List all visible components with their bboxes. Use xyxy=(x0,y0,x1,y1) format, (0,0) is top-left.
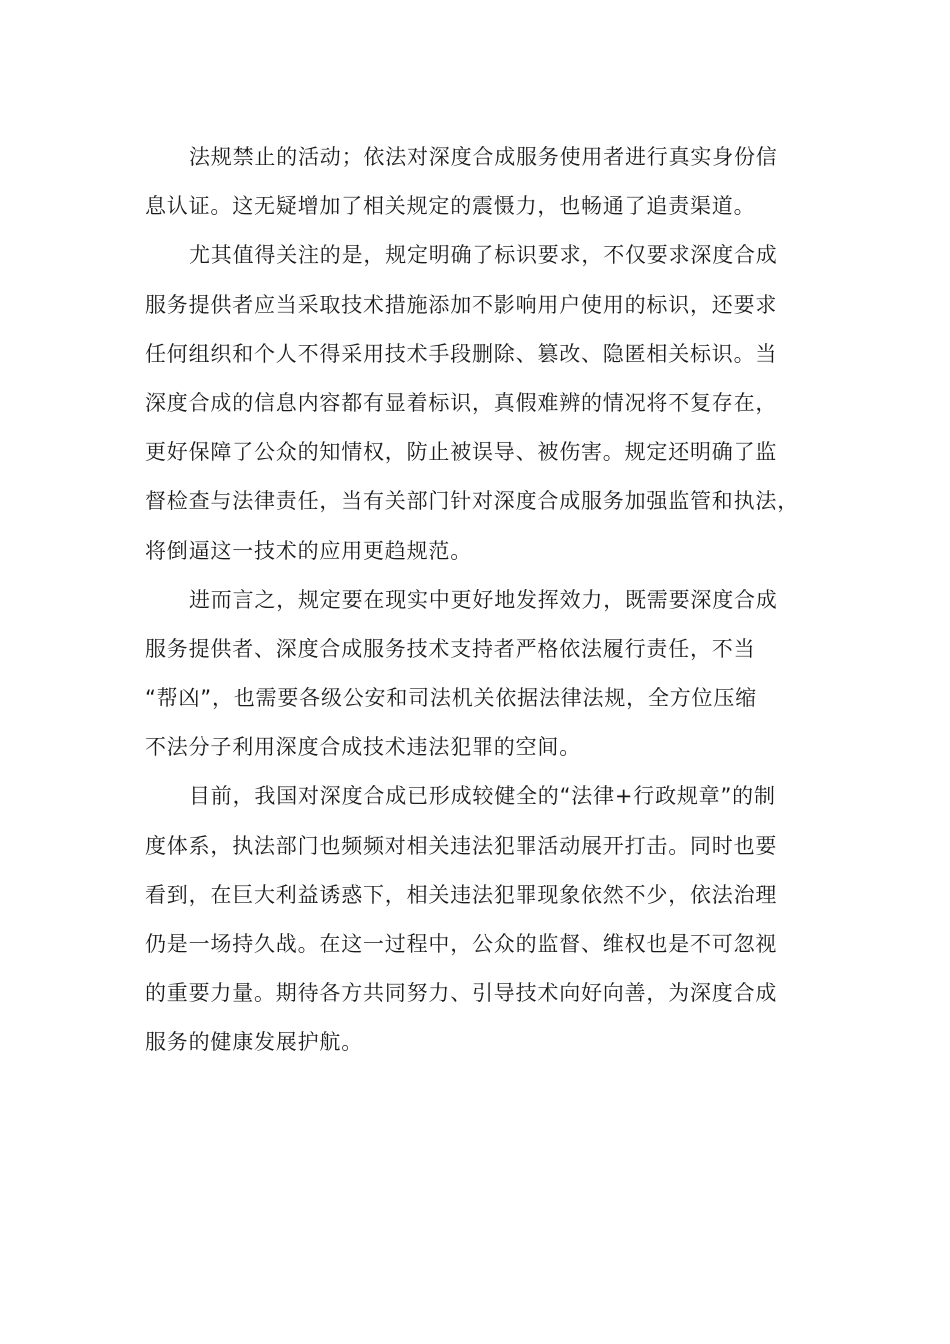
text-line: 服务提供者应当采取技术措施添加不影响用户使用的标识，还要求 xyxy=(145,292,778,317)
text-line: 将倒逼这一技术的应用更趋规范。 xyxy=(145,538,472,563)
article-body xyxy=(145,133,835,1068)
text-line: 督检查与法律责任，当有关部门针对深度合成服务加强监管和执法， xyxy=(145,489,799,514)
text-line: 任何组织和个人不得采用技术手段删除、篡改、隐匿相关标识。当 xyxy=(145,341,778,366)
text-line: 不法分子利用深度合成技术违法犯罪的空间。 xyxy=(145,735,581,760)
text-line: 服务提供者、深度合成服务技术支持者严格依法履行责任，不当 xyxy=(145,636,756,661)
text-line: 法规禁止的活动；依法对深度合成服务使用者进行真实身份信 xyxy=(189,145,778,169)
text-line: 度体系，执法部门也频频对相关违法犯罪活动展开打击。同时也要 xyxy=(145,833,778,858)
text-line: 服务的健康发展护航。 xyxy=(145,1030,363,1055)
text-line: 进而言之，规定要在现实中更好地发挥效力，既需要深度合成 xyxy=(189,587,778,612)
text-line: 看到，在巨大利益诱惑下，相关违法犯罪现象依然不少，依法治理 xyxy=(145,882,778,907)
text-line: 仍是一场持久战。在这一过程中，公众的监督、维权也是不可忽视 xyxy=(145,932,778,956)
text-line: “帮凶”，也需要各级公安和司法机关依据法律法规，全方位压缩 xyxy=(145,686,757,711)
text-line: 更好保障了公众的知情权，防止被误导、被伤害。规定还明确了监 xyxy=(145,440,778,465)
text-line: 尤其值得关注的是，规定明确了标识要求，不仅要求深度合成 xyxy=(189,243,778,268)
text-line: 深度合成的信息内容都有显着标识，真假难辨的情况将不复存在， xyxy=(145,390,778,415)
text-line: 目前，我国对深度合成已形成较健全的“法律+行政规章”的制 xyxy=(189,784,776,809)
text-line: 的重要力量。期待各方共同努力、引导技术向好向善，为深度合成 xyxy=(145,981,778,1006)
text-line: 息认证。这无疑增加了相关规定的震慑力，也畅通了追责渠道。 xyxy=(145,194,756,219)
